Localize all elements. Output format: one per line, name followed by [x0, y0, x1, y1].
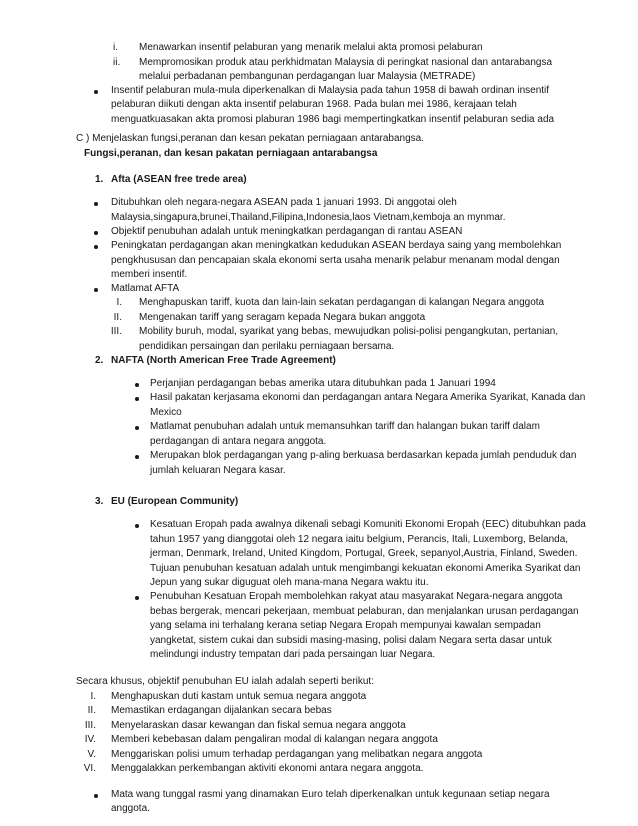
paragraph-line: tahun 1957 yang dianggotai oleh 12 negara iaitu belgium, Perancis, Itali, Luxemborg, Belanda, — [150, 534, 569, 545]
list-marker: i. — [113, 42, 118, 53]
list-marker: III. — [84, 720, 96, 731]
paragraph-line: bebas bergerak, mencari pekerjaan, membuat pelaburan, dan menjalankan urusan perdagangan — [150, 606, 579, 617]
heading-eu: EU (European Community) — [111, 496, 239, 507]
paragraph-line: Hasil pakatan kerjasama ekonomi dan perdagangan antara Negara Amerika Syarikat, Kanada dan — [150, 392, 586, 403]
list-marker: II. — [87, 705, 96, 716]
bullet-icon — [94, 90, 98, 94]
list-item-text: melalui perbadanan pembangunan perdagangan luar Malaysia (METRADE) — [139, 71, 476, 82]
bullet-icon — [135, 426, 139, 430]
bullet-icon — [94, 231, 98, 235]
paragraph-line: menguatkuasakan akta promosi plaburan 1986 bagi mempertingkatkan insentif pelaburan sedia ada — [111, 114, 555, 125]
objectives-intro: Secara khusus, objektif penubuhan EU ialah adalah seperti berikut: — [76, 676, 374, 687]
list-item-text: Memastikan erdagangan dijalankan secara bebas — [111, 705, 332, 716]
paragraph-line: jerman, Denmark, Ireland, United Kingdom, Portugal, Greek, sepanyol,Austria, Finland, Sweden. — [150, 548, 578, 559]
paragraph-line: Matlamat penubuhan adalah untuk memansuhkan tariff dan halangan bukan tariff dalam — [150, 421, 540, 432]
paragraph-line: melindungi industry tempatan dari pada persaingan luar Negara. — [150, 649, 436, 660]
list-item-text: Menghapuskan duti kastam untuk semua negara anggota — [111, 691, 367, 702]
paragraph-line: memberi insentif. — [111, 269, 188, 280]
heading-number: 1. — [95, 174, 104, 185]
list-marker: I. — [90, 691, 96, 702]
paragraph-line: Matlamat AFTA — [111, 283, 180, 294]
heading-nafta: NAFTA (North American Free Trade Agreement) — [111, 355, 336, 366]
list-item-text: Menawarkan insentif pelaburan yang menarik melalui akta promosi pelaburan — [139, 42, 483, 53]
paragraph-line: Mata wang tunggal rasmi yang dinamakan Euro telah diperkenalkan untuk kegunaan setiap negara — [111, 789, 550, 800]
list-marker: ii. — [113, 57, 121, 68]
heading-number: 2. — [95, 355, 104, 366]
heading-number: 3. — [95, 496, 104, 507]
paragraph-line: pelaburan diikuti dengan akta insentif pelaburan 1968. Pada bulan mei 1986, kerajaan telah — [111, 99, 517, 110]
bullet-icon — [94, 794, 98, 798]
list-marker: IV. — [84, 734, 96, 745]
paragraph-line: Perjanjian perdagangan bebas amerika utara ditubuhkan pada 1 Januari 1994 — [150, 378, 496, 389]
bullet-icon — [135, 455, 139, 459]
bullet-icon — [135, 397, 139, 401]
paragraph-line: Tujuan penubuhan kesatuan adalah untuk mengimbangi kekuatan ekonomi Amerika Syarikat dan — [150, 563, 581, 574]
paragraph-line: Merupakan blok perdagangan yang p-aling berkuasa berdasarkan kepada jumlah penduduk dan — [150, 450, 577, 461]
bullet-icon — [135, 383, 139, 387]
paragraph-line: perdagangan di antara negara anggota. — [150, 436, 327, 447]
bullet-icon — [94, 245, 98, 249]
paragraph-line: jumlah keluaran Negara kasar. — [150, 465, 286, 476]
paragraph-line: Insentif pelaburan mula-mula diperkenalkan di Malaysia pada tahun 1958 di bawah ordinan insentif — [111, 85, 550, 96]
list-item-text: Menghapuskan tariff, kuota dan lain-lain sekatan perdagangan di kalangan Negara anggota — [139, 297, 545, 308]
paragraph-line: Penubuhan Kesatuan Eropah membolehkan rakyat atau masyarakat Negara-negara anggota — [150, 591, 563, 602]
list-item-text: Mobility buruh, modal, syarikat yang bebas, mewujudkan polisi-polisi pengangkutan, pertanian, — [139, 326, 559, 337]
list-item-text: Menyelaraskan dasar kewangan dan fiskal semua negara anggota — [111, 720, 406, 731]
bullet-icon — [135, 596, 139, 600]
paragraph-line: Jepun yang sukar diguguat oleh mana-mana Negara waktu itu. — [150, 577, 429, 588]
list-item-text: Menggariskan polisi umum terhadap perdagangan yang melibatkan negara anggota — [111, 749, 483, 760]
paragraph-line: Kesatuan Eropah pada awalnya dikenali sebagi Komuniti Ekonomi Eropah (EEC) ditubuhkan pada — [150, 519, 586, 530]
list-item-text: pendidikan persaingan dan perilaku perniagaan bersama. — [139, 341, 395, 352]
bullet-icon — [135, 524, 139, 528]
list-item-text: Mengenakan tariff yang seragam kepada Negara bukan anggota — [139, 312, 426, 323]
bullet-icon — [94, 288, 98, 292]
section-intro: C ) Menjelaskan fungsi,peranan dan kesan pekatan perniagaan antarabangsa. — [76, 133, 425, 144]
bullet-icon — [94, 202, 98, 206]
list-marker: I. — [116, 297, 122, 308]
paragraph-line: Malaysia,singapura,brunei,Thailand,Filipina,Indonesia,laos Vietnam,kemboja an mynmar. — [111, 212, 506, 223]
paragraph-line: Mexico — [150, 407, 182, 418]
paragraph-line: Peningkatan perdagangan akan meningkatkan kedudukan ASEAN berdaya saing yang membolehkan — [111, 240, 562, 251]
section-title: Fungsi,peranan, dan kesan pakatan perniagaan antarabangsa — [84, 148, 378, 159]
paragraph-line: yangketat, sistem cukai dan subsidi masing-masing, polisi dalam Negara serta dasar untuk — [150, 635, 552, 646]
paragraph-line: pengkhususan dan pencapaian skala ekonomi serta usaha menarik pelabur menanam modal dengan — [111, 255, 560, 266]
list-item-text: Mempromosikan produk atau perkhidmatan Malaysia di peringkat nasional dan antarabangsa — [139, 57, 553, 68]
list-marker: III. — [110, 326, 122, 337]
list-marker: V. — [87, 749, 96, 760]
list-marker: VI. — [83, 763, 96, 774]
paragraph-line: anggota. — [111, 803, 150, 814]
list-item-text: Memberi kebebasan dalam pengaliran modal di kalangan negara anggota — [111, 734, 438, 745]
list-item-text: Menggalakkan perkembangan aktiviti ekonomi antara negara anggota. — [111, 763, 424, 774]
paragraph-line: yang selama ini terhalang kerana setiap Negara Eropah mempunyai kawalan sempadan — [150, 620, 541, 631]
paragraph-line: Objektif penubuhan adalah untuk meningkatkan perdagangan di rantau ASEAN — [111, 226, 463, 237]
paragraph-line: Ditubuhkan oleh negara-negara ASEAN pada 1 januari 1993. Di anggotai oleh — [111, 197, 457, 208]
heading-afta: Afta (ASEAN free trede area) — [111, 174, 247, 185]
list-marker: II. — [113, 312, 122, 323]
